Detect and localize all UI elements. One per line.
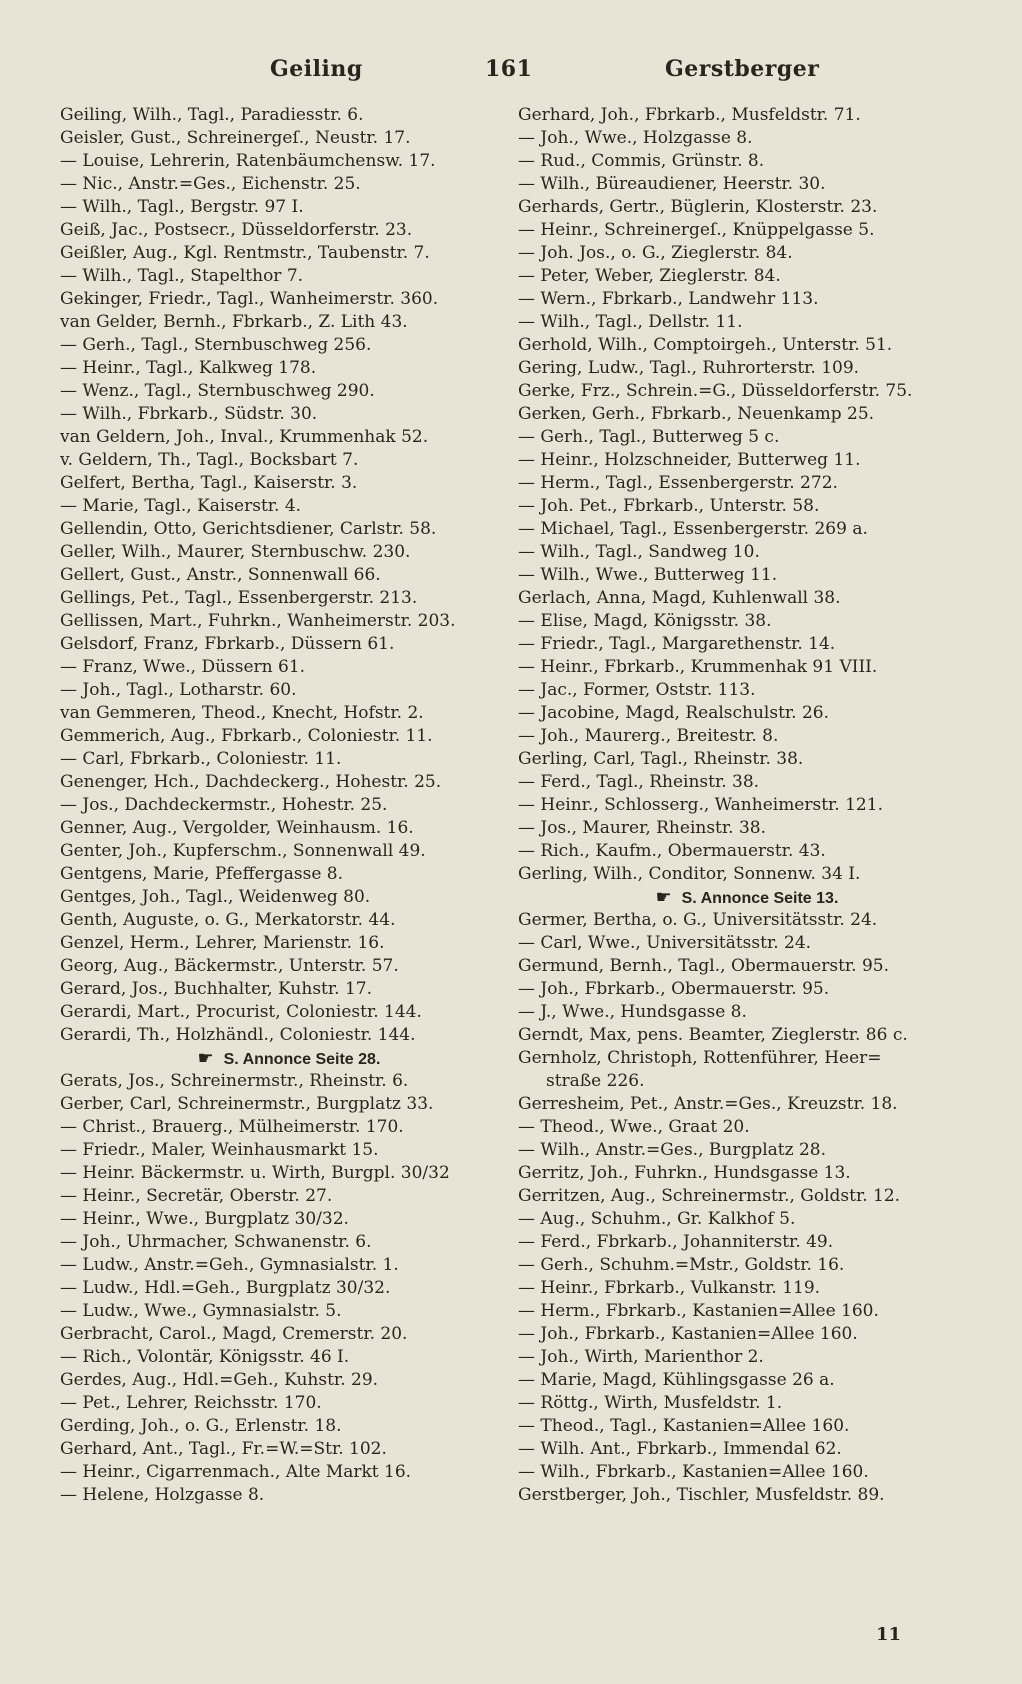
directory-entry: — Röttg., Wirth, Musfeldstr. 1. (518, 1393, 783, 1413)
directory-entry: Genner, Aug., Vergolder, Weinhausm. 16. (60, 818, 414, 838)
directory-entry: — Heinr., Fbrkarb., Krummenhak 91 VIII. (518, 657, 878, 677)
directory-entry: Gerhard, Joh., Fbrkarb., Musfeldstr. 71. (518, 105, 861, 125)
directory-entry: Gerndt, Max, pens. Beamter, Zieglerstr. 86 c. (518, 1025, 908, 1045)
directory-entry: Gerlach, Anna, Magd, Kuhlenwall 38. (518, 588, 841, 608)
directory-entry: Gernholz, Christoph, Rottenführer, Heer= (518, 1048, 882, 1068)
directory-entry: — Joh., Wirth, Marienthor 2. (518, 1347, 764, 1367)
directory-entry: — Rud., Commis, Grünstr. 8. (518, 151, 765, 171)
annonce-text: S. Annonce Seite 28. (223, 1051, 381, 1068)
directory-entry: — Rich., Kaufm., Obermauerstr. 43. (518, 841, 826, 861)
left-column (60, 104, 508, 1507)
directory-entry: Gerresheim, Pet., Anstr.=Ges., Kreuzstr. 18. (518, 1094, 898, 1114)
annonce-reference (518, 886, 966, 909)
directory-entry: — Jacobine, Magd, Realschulstr. 26. (518, 703, 830, 723)
directory-entry: Geiß, Jac., Postsecr., Düsseldorferstr. 23. (60, 220, 413, 240)
directory-entry: Gerats, Jos., Schreinermstr., Rheinstr. 6. (60, 1071, 409, 1091)
directory-entry: Gerber, Carl, Schreinermstr., Burgplatz 33. (60, 1094, 434, 1114)
directory-entry: — Herm., Fbrkarb., Kastanien=Allee 160. (518, 1301, 879, 1321)
directory-entry: Gerhards, Gertr., Büglerin, Klosterstr. 23. (518, 197, 878, 217)
directory-entry: Gentgens, Marie, Pfeffergasse 8. (60, 864, 344, 884)
directory-entry: — J., Wwe., Hundsgasse 8. (518, 1002, 747, 1022)
directory-entry: Gellings, Pet., Tagl., Essenbergerstr. 213. (60, 588, 418, 608)
directory-entry: — Heinr., Schlosserg., Wanheimerstr. 121. (518, 795, 883, 815)
directory-entry: Gerard, Jos., Buchhalter, Kuhstr. 17. (60, 979, 372, 999)
directory-entry: — Jac., Former, Oststr. 113. (518, 680, 756, 700)
directory-entry: — Heinr., Tagl., Kalkweg 178. (60, 358, 317, 378)
directory-entry: Gerardi, Th., Holzhändl., Coloniestr. 144. (60, 1025, 416, 1045)
directory-entry: Gerstberger, Joh., Tischler, Musfeldstr. 89. (518, 1485, 885, 1505)
directory-entry: — Pet., Lehrer, Reichsstr. 170. (60, 1393, 322, 1413)
directory-entry: — Wilh., Wwe., Butterweg 11. (518, 565, 778, 585)
directory-entry: — Joh., Maurerg., Breitestr. 8. (518, 726, 779, 746)
directory-entry: — Friedr., Tagl., Margarethenstr. 14. (518, 634, 836, 654)
directory-entry: Gerhold, Wilh., Comptoirgeh., Unterstr. 51. (518, 335, 893, 355)
directory-entry: Gekinger, Friedr., Tagl., Wanheimerstr. 360. (60, 289, 439, 309)
directory-entry: — Joh., Fbrkarb., Kastanien=Allee 160. (518, 1324, 858, 1344)
directory-entry: Gelsdorf, Franz, Fbrkarb., Düssern 61. (60, 634, 395, 654)
directory-entry: — Wilh., Tagl., Dellstr. 11. (518, 312, 743, 332)
directory-entry: Gerardi, Mart., Procurist, Coloniestr. 144. (60, 1002, 422, 1022)
directory-entry: — Friedr., Maler, Weinhausmarkt 15. (60, 1140, 379, 1160)
directory-entry: Gentges, Joh., Tagl., Weidenweg 80. (60, 887, 371, 907)
directory-entry: — Carl, Fbrkarb., Coloniestr. 11. (60, 749, 342, 769)
pointing-hand-icon: ☛ (655, 887, 672, 907)
directory-entry: — Carl, Wwe., Universitätsstr. 24. (518, 933, 812, 953)
directory-entry: van Gelder, Bernh., Fbrkarb., Z. Lith 43. (60, 312, 408, 332)
directory-entry: Gerling, Wilh., Conditor, Sonnenw. 34 I. (518, 864, 861, 884)
directory-entry: Geiling, Wilh., Tagl., Paradiesstr. 6. (60, 105, 364, 125)
directory-entry: — Franz, Wwe., Düssern 61. (60, 657, 306, 677)
signature-mark: 11 (876, 1624, 902, 1645)
right-column (518, 104, 966, 1507)
directory-entry: — Herm., Tagl., Essenbergerstr. 272. (518, 473, 838, 493)
directory-entry: Gellissen, Mart., Fuhrkn., Wanheimerstr. 203. (60, 611, 456, 631)
directory-entry: — Helene, Holzgasse 8. (60, 1485, 265, 1505)
directory-entry: Gemmerich, Aug., Fbrkarb., Coloniestr. 11. (60, 726, 433, 746)
directory-entry: — Wern., Fbrkarb., Landwehr 113. (518, 289, 819, 309)
directory-entry: Genter, Joh., Kupferschm., Sonnenwall 49. (60, 841, 426, 861)
directory-entry: — Michael, Tagl., Essenbergerstr. 269 a. (518, 519, 868, 539)
directory-entry: — Wilh. Ant., Fbrkarb., Immendal 62. (518, 1439, 842, 1459)
directory-entry: Gerdes, Aug., Hdl.=Geh., Kuhstr. 29. (60, 1370, 379, 1390)
directory-entry: — Joh. Pet., Fbrkarb., Unterstr. 58. (518, 496, 820, 516)
directory-entry: — Joh., Wwe., Holzgasse 8. (518, 128, 753, 148)
directory-entry: — Joh., Fbrkarb., Obermauerstr. 95. (518, 979, 830, 999)
directory-entry: Georg, Aug., Bäckermstr., Unterstr. 57. (60, 956, 399, 976)
directory-entry: — Theod., Wwe., Graat 20. (518, 1117, 750, 1137)
directory-entry: — Peter, Weber, Zieglerstr. 84. (518, 266, 781, 286)
header-left-keyword: Geiling (270, 56, 363, 82)
directory-entry: — Christ., Brauerg., Mülheimerstr. 170. (60, 1117, 404, 1137)
directory-entry: v. Geldern, Th., Tagl., Bocksbart 7. (60, 450, 359, 470)
directory-entry: — Gerh., Tagl., Sternbuschweg 256. (60, 335, 372, 355)
directory-entry: — Ludw., Hdl.=Geh., Burgplatz 30/32. (60, 1278, 391, 1298)
directory-entry: Gerling, Carl, Tagl., Rheinstr. 38. (518, 749, 804, 769)
directory-entry: — Wilh., Tagl., Sandweg 10. (518, 542, 760, 562)
directory-entry: Gelfert, Bertha, Tagl., Kaiserstr. 3. (60, 473, 358, 493)
directory-entry: Gerbracht, Carol., Magd, Cremerstr. 20. (60, 1324, 408, 1344)
directory-entry: — Wilh., Büreaudiener, Heerstr. 30. (518, 174, 826, 194)
directory-entry: Germer, Bertha, o. G., Universitätsstr. 24. (518, 910, 878, 930)
directory-entry: Gering, Ludw., Tagl., Ruhrorterstr. 109. (518, 358, 860, 378)
directory-entry: Genth, Auguste, o. G., Merkatorstr. 44. (60, 910, 396, 930)
directory-entry: — Gerh., Tagl., Butterweg 5 c. (518, 427, 780, 447)
directory-entry: van Geldern, Joh., Inval., Krummenhak 52. (60, 427, 429, 447)
directory-entry: — Wilh., Tagl., Bergstr. 97 I. (60, 197, 304, 217)
directory-entry: Geller, Wilh., Maurer, Sternbuschw. 230. (60, 542, 411, 562)
directory-entry: van Gemmeren, Theod., Knecht, Hofstr. 2. (60, 703, 424, 723)
directory-entry: — Jos., Dachdeckermstr., Hohestr. 25. (60, 795, 388, 815)
directory-entry: — Joh., Uhrmacher, Schwanenstr. 6. (60, 1232, 372, 1252)
annonce-text: S. Annonce Seite 13. (681, 890, 839, 907)
directory-entry: Gellert, Gust., Anstr., Sonnenwall 66. (60, 565, 381, 585)
directory-entry: — Wilh., Fbrkarb., Kastanien=Allee 160. (518, 1462, 869, 1482)
directory-entry: Gerritz, Joh., Fuhrkn., Hundsgasse 13. (518, 1163, 851, 1183)
header-right-keyword: Gerstberger (665, 56, 820, 82)
directory-entry: — Ludw., Anstr.=Geh., Gymnasialstr. 1. (60, 1255, 399, 1275)
directory-entry: — Wilh., Tagl., Stapelthor 7. (60, 266, 304, 286)
directory-entry: — Heinr., Secretär, Oberstr. 27. (60, 1186, 333, 1206)
directory-entry: Geisler, Gust., Schreinergeſ., Neustr. 17. (60, 128, 411, 148)
directory-entry: — Wilh., Anstr.=Ges., Burgplatz 28. (518, 1140, 827, 1160)
directory-entry: Germund, Bernh., Tagl., Obermauerstr. 95. (518, 956, 890, 976)
directory-entry: — Heinr., Holzschneider, Butterweg 11. (518, 450, 861, 470)
page-number: 161 (485, 56, 533, 82)
directory-entry: — Heinr., Wwe., Burgplatz 30/32. (60, 1209, 349, 1229)
directory-entry: Gerken, Gerh., Fbrkarb., Neuenkamp 25. (518, 404, 875, 424)
annonce-reference (60, 1047, 508, 1070)
directory-entry: — Heinr., Schreinergeſ., Knüppelgasse 5. (518, 220, 875, 240)
directory-entry: Gellendin, Otto, Gerichtsdiener, Carlstr. 58. (60, 519, 437, 539)
directory-entry: Gerritzen, Aug., Schreinermstr., Goldstr. 12. (518, 1186, 901, 1206)
directory-entry: — Gerh., Schuhm.=Mstr., Goldstr. 16. (518, 1255, 845, 1275)
directory-entry: — Jos., Maurer, Rheinstr. 38. (518, 818, 766, 838)
directory-entry: Gerke, Frz., Schrein.=G., Düsseldorferstr. 75. (518, 381, 913, 401)
directory-entry: — Heinr., Fbrkarb., Vulkanstr. 119. (518, 1278, 821, 1298)
directory-entry: Gerding, Joh., o. G., Erlenstr. 18. (60, 1416, 342, 1436)
directory-entry: — Wilh., Fbrkarb., Südstr. 30. (60, 404, 318, 424)
directory-entry: — Ludw., Wwe., Gymnasialstr. 5. (60, 1301, 342, 1321)
page-header (60, 56, 962, 92)
directory-entry: straße 226. (546, 1071, 645, 1091)
directory-entry: — Aug., Schuhm., Gr. Kalkhof 5. (518, 1209, 796, 1229)
directory-entry: — Rich., Volontär, Königsstr. 46 I. (60, 1347, 350, 1367)
directory-entry: — Ferd., Fbrkarb., Johanniterstr. 49. (518, 1232, 834, 1252)
directory-entry: Gerhard, Ant., Tagl., Fr.=W.=Str. 102. (60, 1439, 387, 1459)
directory-entry: — Marie, Tagl., Kaiserstr. 4. (60, 496, 302, 516)
directory-entry: Genenger, Hch., Dachdeckerg., Hohestr. 25. (60, 772, 442, 792)
directory-entry: — Marie, Magd, Kühlingsgasse 26 a. (518, 1370, 835, 1390)
directory-entry: — Theod., Tagl., Kastanien=Allee 160. (518, 1416, 850, 1436)
directory-entry: — Louise, Lehrerin, Ratenbäumchensw. 17. (60, 151, 436, 171)
directory-entry: — Joh. Jos., o. G., Zieglerstr. 84. (518, 243, 793, 263)
directory-entry: Geißler, Aug., Kgl. Rentmstr., Taubenstr. 7. (60, 243, 430, 263)
directory-entry: — Wenz., Tagl., Sternbuschweg 290. (60, 381, 375, 401)
directory-entry: — Heinr. Bäckermstr. u. Wirth, Burgpl. 30/32 (60, 1163, 450, 1183)
directory-entry: — Heinr., Cigarrenmach., Alte Markt 16. (60, 1462, 412, 1482)
directory-entry: — Joh., Tagl., Lotharstr. 60. (60, 680, 297, 700)
directory-entry: — Elise, Magd, Königsstr. 38. (518, 611, 772, 631)
directory-entry: — Ferd., Tagl., Rheinstr. 38. (518, 772, 760, 792)
directory-entry: — Nic., Anstr.=Ges., Eichenstr. 25. (60, 174, 361, 194)
pointing-hand-icon: ☛ (197, 1048, 214, 1068)
directory-entry: Genzel, Herm., Lehrer, Marienstr. 16. (60, 933, 385, 953)
